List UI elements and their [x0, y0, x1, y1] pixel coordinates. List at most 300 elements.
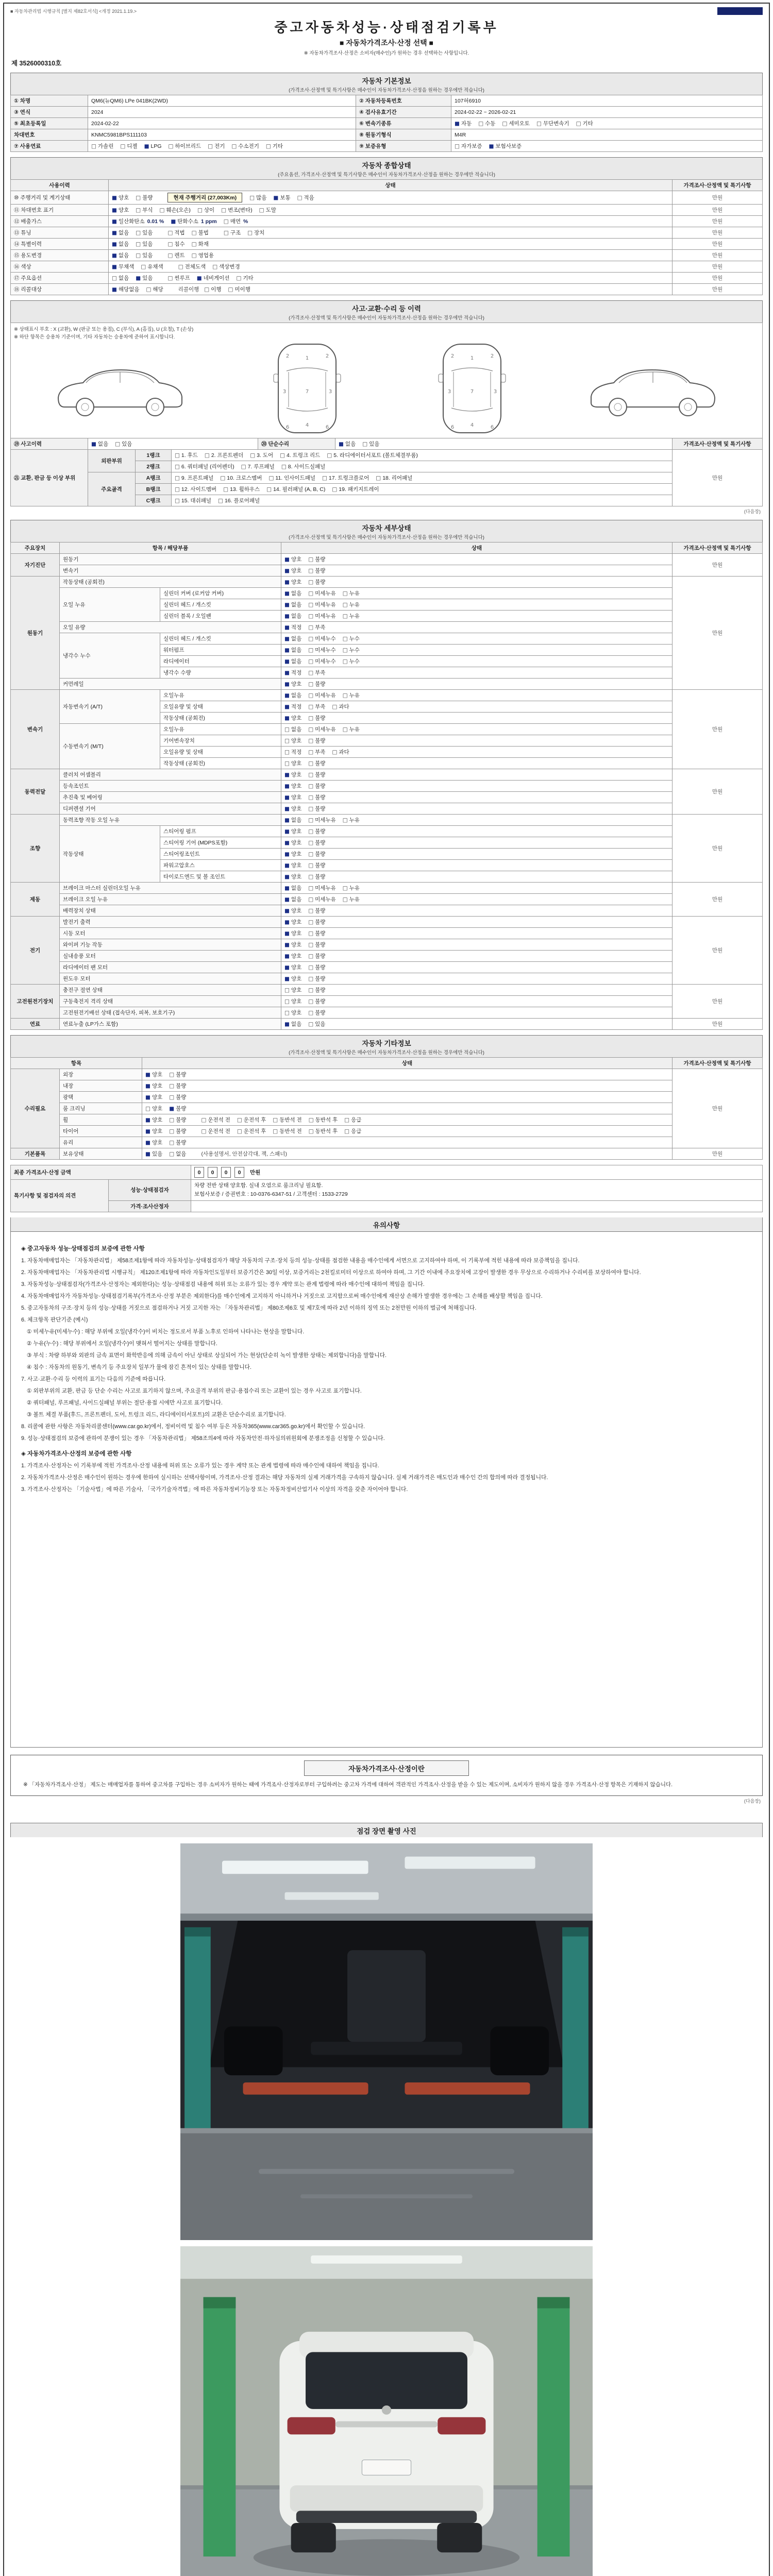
checkbox-label: 변조(변타) [228, 207, 253, 213]
checkbox-label: 양호 [291, 840, 302, 846]
checkbox: ■ [171, 218, 176, 225]
amount-digit: 0 [208, 1167, 217, 1178]
misc-state-header: 상태 [142, 1058, 673, 1069]
checkbox-group [284, 624, 332, 631]
price-cell: 만원 [673, 1019, 763, 1030]
state-cell [281, 883, 673, 894]
checkbox: □ [308, 670, 314, 676]
checkbox: ■ [284, 692, 290, 699]
checkbox-group [284, 987, 332, 993]
engine-type-label: ⑧ 원동기형식 [356, 129, 451, 141]
notice-groupB-list [21, 1461, 752, 1495]
checkbox-label: 양호 [291, 874, 302, 880]
checkbox: □ [536, 121, 542, 127]
checkbox: ■ [284, 783, 290, 789]
checkbox: □ [169, 1128, 175, 1134]
checkbox: □ [273, 1128, 278, 1134]
car-diagram: 174 3 3 2 2 6 6 [31, 341, 742, 436]
rank1-label: 1랭크 [136, 450, 172, 461]
checkbox: □ [308, 624, 314, 631]
state-cell [142, 1137, 673, 1148]
checkbox-label: 누유 [349, 726, 360, 733]
item-label: 수동변속기 (M/T) [60, 724, 160, 769]
checkbox-group [284, 806, 332, 812]
state-cell [281, 769, 673, 781]
checkbox: ■ [196, 275, 202, 281]
checkbox: □ [136, 195, 141, 201]
item-label: 디퍼렌셜 기어 [60, 803, 281, 815]
device-group: 조향 [11, 815, 60, 883]
checkbox: □ [201, 1128, 207, 1134]
checkbox-label: 불량 [315, 976, 326, 982]
checkbox: □ [178, 264, 183, 270]
notice-item: 5. 중고자동차의 구조·장치 등의 성능·상태를 거짓으로 점검하거나 거짓 고지한 자는 「자동차관리법」 제80조제6호 및 제7호에 따라 2년 이하의 징역 또는 2천만원 이하의 벌금에 처해집니다. [21, 1304, 477, 1311]
checkbox: □ [308, 568, 314, 574]
checkbox: ■ [284, 896, 290, 903]
checkbox: □ [308, 828, 314, 835]
state-cell [281, 1019, 673, 1030]
checkbox: ■ [145, 1117, 150, 1123]
notice-item: ① 미세누유(미세누수) : 해당 부위에 오일(냉각수)이 비치는 정도로서 부품 노후로 인하여 나타나는 현상을 말합니다. [21, 1328, 305, 1335]
checkbox-label: 없음 [97, 441, 109, 447]
inspection-photo-rear [180, 2246, 593, 2576]
checkbox: ■ [284, 636, 290, 642]
checkbox: ■ [284, 602, 290, 608]
accident-top-table [10, 323, 763, 450]
checkbox-group [201, 1117, 368, 1123]
subitem-label: 실린더 커버 (로커암 커버) [160, 588, 281, 599]
checkbox: ■ [145, 1072, 150, 1078]
checkbox-label: 양호 [291, 806, 302, 812]
notice-item: 1. 가격조사·산정자는 이 기록부에 적힌 가격조사·산정 내용에 허위 또는 오류가 있는 경우 계약 또는 관계 법령에 따라 매수인에 대하여 책임을 집니다. [21, 1463, 379, 1469]
notice-item: 9. 성능·상태점검의 보증에 관하여 분쟁이 있는 경우 「자동차관리법」 제58조의4에 따라 자동차안전·하자심의위원회에 분쟁조정을 신청할 수 있습니다. [21, 1435, 385, 1442]
checkbox-group [112, 286, 170, 293]
checkbox-label: 미세누유 [315, 590, 336, 597]
checkbox: □ [281, 464, 287, 470]
checkbox-label: 불량 [315, 794, 326, 801]
checkbox-label: 양호 [152, 1072, 163, 1078]
checkbox-group [112, 275, 159, 281]
checkbox: □ [308, 692, 314, 699]
top-meta [10, 7, 763, 15]
state-cell [142, 1103, 673, 1114]
checkbox-label: 보험사보증 [495, 143, 522, 149]
notice-item: 4. 자동차매매업자가 자동차성능·상태점검기록부(가격조사·산정 부분은 제외한다)를 매수인에게 고지하지 아니하거나 거짓으로 고지함으로써 매수인에게 재산상 손해가 발생한 경우에는 그 손해를 배상할 책임을 집니다. [21, 1293, 543, 1299]
checkbox-label: 있음 [122, 441, 132, 447]
checkbox: □ [308, 602, 314, 608]
vin-value: KNMC5981BPS111103 [88, 129, 356, 141]
device-group: 수리필요 [11, 1069, 60, 1148]
item-label: 와이퍼 기능 작동 [60, 939, 281, 951]
checkbox: □ [308, 760, 314, 767]
state-cell [109, 216, 673, 227]
notice-groupA-title: ◈ 중고자동차 성능·상태점검의 보증에 관한 사항 [21, 1245, 145, 1252]
transmission-checks [451, 118, 763, 129]
checkbox: □ [218, 498, 223, 504]
checkbox-label: 없음 [345, 441, 356, 447]
price-cell: 만원 [673, 273, 763, 284]
checkbox-group [284, 647, 366, 653]
checkbox-group [284, 840, 332, 846]
checkbox-label: 미세누유 [315, 692, 336, 699]
checkbox: ■ [284, 851, 290, 857]
state-cell [142, 1148, 673, 1160]
checkbox-label: 양호 [291, 953, 302, 959]
device-group: 제동 [11, 883, 60, 917]
checkbox: □ [250, 452, 256, 459]
checkbox-group [284, 976, 332, 982]
checkbox-label: 불량 [315, 1010, 326, 1016]
checkbox: □ [308, 749, 314, 755]
checkbox: □ [327, 452, 332, 459]
state-cell [281, 951, 673, 962]
checkbox-label: 양호 [291, 964, 302, 971]
checkbox-group [284, 874, 332, 880]
checkbox: □ [308, 715, 314, 721]
misc-item-header: 항목 [11, 1058, 142, 1069]
checkbox: □ [308, 783, 314, 789]
checkbox-group [284, 556, 332, 563]
checkbox-label: 양호 [291, 794, 302, 801]
checkbox-group [145, 1151, 193, 1157]
checkbox-label: 양호 [291, 862, 302, 869]
state-cell [281, 611, 673, 622]
checkbox: □ [308, 726, 314, 733]
checkbox-group [112, 230, 159, 236]
checkbox: ■ [284, 817, 290, 823]
checkbox-group [175, 452, 425, 459]
state-cell [109, 250, 673, 261]
item-label: ⑩ 주행거리 및 계기상태 [11, 191, 109, 205]
checkbox-label: 해당 [153, 286, 163, 293]
item-label: 충전구 절연 상태 [60, 985, 281, 996]
checkbox-group [112, 218, 255, 225]
accident-history-note: (가격조사·산정액 및 특기사항은 매수인이 자동차가격조사·산정을 원하는 경우에만 적습니다) [289, 315, 484, 321]
checkbox: ■ [284, 874, 290, 880]
checkbox: ■ [455, 121, 460, 127]
appraisal-info-title: 자동차가격조사·산정이란 [304, 1760, 469, 1776]
checkbox-label: 양호 [291, 942, 302, 948]
price-cell: 만원 [673, 250, 763, 261]
amount-digit: 0 [234, 1167, 244, 1178]
checkbox-group [284, 704, 356, 710]
checkbox: □ [308, 590, 314, 597]
checkbox: □ [308, 1021, 314, 1027]
subitem-label: 실린더 헤드 / 개스킷 [160, 599, 281, 611]
checkbox-group [167, 241, 215, 247]
checkbox: □ [136, 241, 141, 247]
checkbox: ■ [284, 772, 290, 778]
price-cell: 만원 [673, 815, 763, 883]
checkbox: □ [308, 806, 314, 812]
state-cell [281, 577, 673, 588]
checkbox-label: 부족 [315, 670, 326, 676]
subitem-label: 실린더 헤드 / 개스킷 [160, 633, 281, 645]
rank2-items [172, 461, 673, 472]
checkbox-group [112, 241, 159, 247]
state-cell [281, 792, 673, 803]
item-label: 동력조향 작동 오일 누유 [60, 815, 281, 826]
checkbox-label: 양호 [152, 1094, 163, 1100]
checkbox-label: 색상변경 [219, 264, 240, 270]
item-label: 자동변속기 (A/T) [60, 690, 160, 724]
checkbox: □ [175, 498, 180, 504]
checkbox: □ [342, 647, 348, 653]
misc-info-table [10, 1057, 763, 1160]
checkbox-label: 응급 [351, 1128, 362, 1134]
checkbox-label: 불량 [315, 874, 326, 880]
checkbox: □ [308, 896, 314, 903]
subitem-label: 오일유량 및 상태 [160, 701, 281, 713]
checkbox-label: 응급 [351, 1117, 362, 1123]
checkbox-label: 불량 [315, 760, 326, 767]
checkbox-label: 불량 [176, 1117, 187, 1123]
notice-item: 7. 사고·교환·수리 등 이력의 표기는 다음의 기준에 따릅니다. [21, 1376, 166, 1383]
checkbox-label: 9. 프론트패널 [181, 475, 214, 481]
appraisal-info-body: ※ 「자동차가격조사·산정」 제도는 매매업자를 통하여 중고차를 구입하는 경우 소비자가 원하는 때에 가격조사·산정자로부터 구입하려는 중고차 가격에 대하여 객관적인 가격조사·산정을 받을 수 있는 제도이며, 소비자가 원하지 않을 경우 가격조사·산정 항목은 기재하지 않습니다. [23, 1781, 673, 1788]
document-number: 제 3526000310호 [11, 60, 62, 67]
checkbox: □ [342, 636, 348, 642]
checkbox: ■ [284, 556, 290, 563]
notice-item: 2. 자동차가격조사·산정은 매수인이 원하는 경우에 한하여 실시하는 선택사항이며, 가격조사·산정 결과는 해당 자동차의 실제 거래가격을 구속하지 않습니다. 실제 거래가격은 매도인과 매수인 간의 합의에 따라 결정됩니다. [21, 1475, 548, 1481]
checkbox-label: 상이 [204, 207, 215, 213]
state-cell [142, 1069, 673, 1080]
checkbox: □ [308, 987, 314, 993]
checkbox-label: 불량 [315, 953, 326, 959]
usage-history-header: 사용이력 [11, 180, 109, 191]
checkbox-group [145, 1106, 193, 1112]
checkbox-label: 양호 [291, 568, 302, 574]
checkbox-group [112, 264, 170, 270]
checkbox-label: 구조 [230, 230, 241, 236]
checkbox-label: 2. 프론트펜더 [211, 452, 244, 459]
detail-condition-band [10, 520, 763, 542]
checkbox-label: 양호 [291, 715, 302, 721]
checkbox-label: 5. 라디에이터서포트 (볼트체결부품) [333, 452, 418, 459]
notice-item: ③ 부식 : 차량 하부와 외판의 금속 표면이 화학반응에 의해 금속이 아닌 상태로 상실되어 가는 현상(단순히 녹이 발생한 상태는 제외합니다)을 말합니다. [21, 1352, 387, 1359]
checkbox-group [284, 749, 356, 755]
checkbox-label: 12. 사이드멤버 [181, 486, 217, 493]
checkbox: □ [576, 121, 581, 127]
checkbox: □ [208, 143, 213, 149]
item-label: ⑭ 특별이력 [11, 239, 109, 250]
checkbox: □ [308, 556, 314, 563]
detail-price-header: 가격조사·산정액 및 특기사항 [673, 543, 763, 554]
checkbox: □ [197, 207, 203, 213]
checkbox-label: 운전석 전 [208, 1128, 230, 1134]
notice-section [10, 1217, 763, 1748]
checkbox-label: 누수 [349, 636, 360, 642]
checkbox: ■ [284, 976, 290, 982]
checkbox: □ [308, 647, 314, 653]
checkbox-label: 누유 [349, 885, 360, 891]
checkbox-label: 미세누유 [315, 602, 336, 608]
accident-history-checks [88, 438, 258, 450]
checkbox-label: 일산화탄소 [118, 218, 145, 225]
checkbox-label: 과다 [339, 704, 349, 710]
item-label: 등속조인트 [60, 781, 281, 792]
checkbox-group [284, 692, 366, 699]
checkbox-label: 적법 [174, 230, 185, 236]
notice-body [11, 1232, 762, 1747]
checkbox-label: 기타 [272, 143, 283, 149]
checkbox: □ [342, 613, 348, 619]
state-cell [281, 645, 673, 656]
item-label: 구동축전지 격리 상태 [60, 996, 281, 1007]
first-registration-value: 2024-02-22 [88, 118, 356, 129]
item-label: ⑱ 리콜대상 [11, 284, 109, 295]
notice-title: 유의사항 [373, 1221, 400, 1229]
state-cell [281, 713, 673, 724]
checkbox-group [284, 964, 332, 971]
state-cell [142, 1092, 673, 1103]
checkbox-label: 7. 루프패널 [247, 464, 275, 470]
checkbox-group [112, 252, 159, 259]
checkbox-group [284, 613, 366, 619]
checkbox-label: 불량 [315, 840, 326, 846]
subitem-label: 냉각수 수량 [160, 667, 281, 679]
checkbox: □ [362, 441, 368, 447]
checkbox-group [284, 862, 332, 869]
notice-item: 8. 리콜에 관한 사항은 자동차리콜센터(www.car.go.kr)에서, 정비이력 및 침수 여부 등은 자동차365(www.car365.go.kr)에서 확인할 수 있습니다. [21, 1423, 365, 1430]
notice-item: 3. 자동차성능·상태점검자(가격조사·산정자는 제외한다)는 성능·상태점검 내용에 허위 또는 오류가 있는 경우 계약 또는 관계 법령에 따라 매수인에 대하여 책임을 집니다. [21, 1281, 425, 1287]
checkbox-label: 유채색 [147, 264, 163, 270]
checkbox-label: 자동 [461, 121, 472, 127]
subitem-label: 작동상태 (공회전) [160, 758, 281, 769]
basic-info-table [10, 95, 763, 152]
checkbox-label: 불량 [315, 681, 326, 687]
checkbox: □ [284, 1010, 290, 1016]
rank1-items [172, 450, 673, 461]
exchange-area-label: ㉑ 교환, 판금 등 이상 부위 [11, 450, 88, 506]
checkbox: □ [159, 207, 165, 213]
checkbox-label: 없음 [291, 692, 302, 699]
accident-price-header: 가격조사·산정액 및 특기사항 [672, 438, 762, 450]
subitem-label: 오일누유 [160, 690, 281, 701]
checkbox-label: 누수 [349, 647, 360, 653]
checkbox: □ [342, 817, 348, 823]
checkbox-label: 불량 [315, 556, 326, 563]
price-cell: 만원 [673, 261, 763, 273]
checkbox-group [455, 143, 528, 149]
state-cell [281, 894, 673, 905]
checkbox-label: 양호 [291, 738, 302, 744]
rankB-label: B랭크 [136, 484, 172, 495]
checkbox: ■ [273, 195, 279, 201]
rankC-label: C랭크 [136, 495, 172, 506]
checkbox: □ [191, 230, 197, 236]
photo-section-title: 점검 장면 촬영 사진 [357, 1827, 416, 1836]
checkbox-label: 부족 [315, 624, 326, 631]
price-cell: 만원 [673, 577, 763, 690]
checkbox-label: 양호 [291, 783, 302, 789]
checkbox-label: 불량 [315, 806, 326, 812]
checkbox: □ [141, 264, 146, 270]
checkbox: □ [169, 1083, 175, 1089]
checkbox-label: 양호 [291, 760, 302, 767]
checkbox-group [284, 590, 366, 597]
checkbox: □ [342, 896, 348, 903]
checkbox: □ [204, 452, 210, 459]
detail-state-header: 상태 [281, 543, 673, 554]
checkbox: □ [308, 794, 314, 801]
continue-mark: (다음장) [744, 509, 761, 514]
checkbox-label: 자가보증 [461, 143, 482, 149]
checkbox: ■ [284, 624, 290, 631]
checkbox-label: 전체도색 [184, 264, 206, 270]
checkbox-label: 양호 [291, 851, 302, 857]
state-cell [109, 273, 673, 284]
checkbox: □ [502, 121, 508, 127]
fuel-checks [88, 141, 356, 152]
checkbox-group [91, 143, 290, 149]
exchange-rank-table [10, 449, 763, 506]
state-cell [109, 191, 673, 205]
checkbox: □ [223, 218, 229, 225]
inspection-record-sheet [3, 3, 770, 2576]
final-amount-value [191, 1165, 763, 1180]
price-cell: 만원 [673, 191, 763, 205]
transmission-label: ⑥ 변속기종류 [356, 118, 451, 129]
checkbox-label: LPG [150, 143, 162, 149]
device-group: 동력전달 [11, 769, 60, 815]
state-cell [281, 735, 673, 747]
checkbox: □ [167, 252, 173, 259]
checkbox-label: 수동 [485, 121, 496, 127]
checkbox-label: 불량 [142, 195, 153, 201]
checkbox-label: 하이브리드 [175, 143, 201, 149]
checkbox: ■ [284, 806, 290, 812]
checkbox: ■ [339, 441, 344, 447]
checkbox: ■ [284, 568, 290, 574]
checkbox-label: 적정 [291, 624, 302, 631]
notice-item: ① 외판부위의 교환, 판금 등 단순 수리는 사고로 표기하지 않으며, 주요골격 부위의 판금·용접수리 또는 교환이 있는 경우 사고로 표기합니다. [21, 1388, 362, 1395]
checkbox-group [284, 998, 332, 1005]
checkbox-group [175, 498, 266, 504]
checkbox-label: 양호 [291, 579, 302, 585]
inline-label: 리콜이행 [178, 286, 199, 293]
checkbox: □ [146, 286, 152, 293]
checkbox-group [284, 602, 366, 608]
subitem-label: 작동상태 (공회전) [160, 713, 281, 724]
checkbox: □ [247, 230, 253, 236]
basic-info-title: 자동차 기본정보 [362, 77, 411, 85]
rank2-label: 2랭크 [136, 461, 172, 472]
checkbox-label: 적정 [291, 670, 302, 676]
title-block [10, 17, 763, 56]
checkbox-label: 불량 [315, 851, 326, 857]
checkbox-group [167, 252, 221, 259]
checkbox: □ [308, 681, 314, 687]
checkbox-label: 없음 [118, 275, 129, 281]
checkbox-label: 침수 [174, 241, 185, 247]
state-cell [109, 227, 673, 239]
checkbox: □ [221, 207, 227, 213]
checkbox: ■ [284, 885, 290, 891]
checkbox: □ [308, 772, 314, 778]
item-label: ⑰ 주요옵션 [11, 273, 109, 284]
checkbox-label: 도말 [265, 207, 276, 213]
misc-price-header: 가격조사·산정액 및 특기사항 [673, 1058, 763, 1069]
device-group: 자기진단 [11, 554, 60, 577]
checkbox: □ [284, 987, 290, 993]
checkbox: □ [145, 1106, 150, 1112]
accident-history-label: ⑲ 사고이력 [11, 438, 88, 450]
checkbox-group [284, 783, 332, 789]
device-group: 변속기 [11, 690, 60, 769]
item-label: 내장 [60, 1080, 142, 1092]
checkbox-label: 없음 [291, 885, 302, 891]
